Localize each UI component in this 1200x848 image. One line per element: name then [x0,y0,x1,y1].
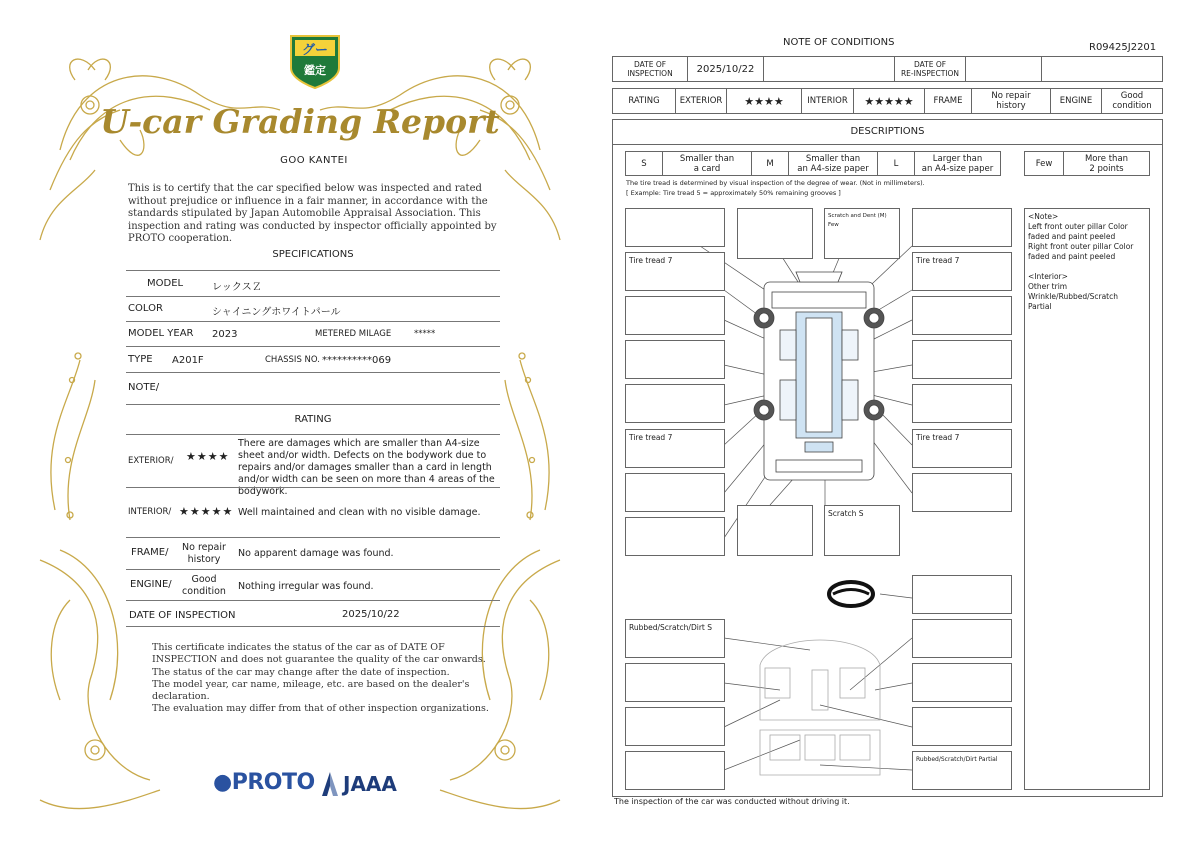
condition-panel [824,208,900,259]
condition-panel [625,296,725,335]
divider [126,404,500,405]
panel-interior-left: Rubbed/Scratch/Dirt S [629,623,712,632]
mileage-value: ***** [414,329,436,339]
engine-value-line-2: condition [1112,101,1152,111]
type-label: TYPE [128,354,153,365]
frame-value-line-1: No repair [182,542,226,553]
color-label: COLOR [128,303,163,314]
interior-label: INTERIOR/ [128,507,172,517]
condition-panel [625,707,725,746]
badge-top-text: グー [301,43,329,58]
legend-m: M [752,152,789,176]
condition-panel [912,575,1012,614]
interior-stars: ★★★★★ [854,89,925,114]
condition-panel [912,619,1012,658]
proto-logo-text: PROTO [231,770,315,795]
divider [126,569,500,570]
engine-value-line-1: Good [191,574,217,585]
panel-top-center: Scratch and Dent (M) Few [828,213,887,228]
divider [126,346,500,347]
badge-bottom-text: 鑑定 [304,64,326,77]
condition-panel [912,296,1012,335]
note-line: Right front outer pillar Color faded and paint peeled [1028,242,1134,261]
date-label-line-1: DATE OF [633,60,667,69]
note-line: Left front outer pillar Color faded and paint peeled [1028,222,1128,241]
condition-panel [912,384,1012,423]
panel-rear-center: Scratch S [828,509,864,518]
condition-panel [912,429,1012,468]
condition-panel [912,751,1012,790]
divider [126,270,500,271]
engine-description: Nothing irregular was found. [238,581,374,592]
condition-panel [912,208,1012,247]
condition-panel [912,707,1012,746]
legend-l-desc-line-2: an A4-size paper [921,163,994,174]
rating-label: RATING [613,89,676,114]
condition-panel [625,384,725,423]
type-value: A201F [172,355,204,366]
jaaa-logo-text: JAAA [343,772,397,796]
panel-left-rear-tire: Tire tread 7 [629,433,673,442]
engine-label: ENGINE [1051,89,1102,114]
note-line: Partial [1028,302,1052,311]
condition-panel [737,505,813,556]
certificate-subtitle: GOO KANTEI [280,155,348,166]
note-line: Other trim [1028,282,1068,291]
descriptions-heading: DESCRIPTIONS [612,119,1163,145]
condition-panel [625,340,725,379]
frame-value-line-2: history [187,553,221,565]
car-top-view [754,272,884,480]
panel-right-rear-tire: Tire tread 7 [916,433,960,442]
engine-value-line-1: Good [1120,91,1144,101]
frame-value-line-1: No repair [991,91,1031,101]
condition-panel [912,473,1012,512]
frame-value [176,542,232,565]
specifications-heading: SPECIFICATIONS [272,249,354,260]
panel-right-front-tire: Tire tread 7 [916,256,960,265]
legend-l: L [878,152,915,176]
interior-description: Well maintained and clean with no visible damage. [238,507,481,518]
condition-panel [625,429,725,468]
exterior-stars: ★★★★ [186,450,230,463]
legend-m-desc-line-1: Smaller than [805,153,861,164]
condition-panel [625,208,725,247]
condition-panel [625,252,725,291]
exterior-label: EXTERIOR/ [128,456,174,466]
reinspect-label-line-1: DATE OF [913,60,947,69]
disclaimer-line: The model year, car name, mileage, etc. are based on the dealer's declaration. [152,678,470,703]
steering-wheel-icon [829,582,873,606]
disclaimer-line: The status of the car may change after the date of inspection. [152,666,450,678]
tire-note-1: The tire tread is determined by visual inspection of the degree of wear. (Not in millimeters). [626,179,925,187]
note-of-conditions [600,0,1200,848]
condition-panel [625,473,725,512]
date-of-inspection-label: DATE OF INSPECTION [129,610,236,621]
legend-s-desc-line-1: Smaller than [679,153,735,164]
condition-panel [737,208,813,259]
interior-label: INTERIOR [802,89,854,114]
note-line [1028,262,1146,272]
condition-panel [912,252,1012,291]
footer-note: The inspection of the car was conducted without driving it. [614,797,850,806]
conditions-title: NOTE OF CONDITIONS [783,37,895,48]
exterior-stars: ★★★★ [727,89,802,114]
condition-panel [625,619,725,658]
condition-panel [824,505,900,556]
model-year-value: 2023 [212,329,238,340]
notes-panel [1024,208,1150,790]
interior-stars: ★★★★★ [179,505,234,518]
frame-description: No apparent damage was found. [238,548,394,559]
engine-label: ENGINE/ [130,579,172,590]
condition-panel [912,340,1012,379]
legend-few-desc-line-1: More than [1084,153,1129,164]
interior-view-diagram [760,640,880,775]
divider [126,372,500,373]
condition-panel [625,751,725,790]
engine-value-line-2: condition [182,585,226,597]
divider [126,626,500,627]
legend-few: Few [1025,152,1064,176]
certificate-intro: This is to certify that the car specified below was inspected and rated without prejudice or influence in a fair manner, in accordance with the standards stipulated by Japan Automobile Appraisal Association. This inspection and rating was conducted by inspector officially appointed by PROTO cooperation. [128,183,497,244]
frame-value-line-2: history [996,101,1026,111]
date-label-line-2: INSPECTION [627,69,673,78]
report-id: R09425J2201 [1089,42,1157,53]
model-year-label: MODEL YEAR [128,328,194,339]
chassis-value: **********069 [322,355,392,366]
exterior-label: EXTERIOR [676,89,727,114]
date-of-inspection-value: 2025/10/22 [342,609,400,620]
model-value: レックスＺ [212,282,262,293]
panel-interior-rear-right: Rubbed/Scratch/Dirt Partial [916,756,998,763]
frame-label: FRAME/ [131,547,169,558]
condition-panel [625,517,725,556]
proto-logo: ●PROTO [213,770,315,795]
legend-l-desc-line-1: Larger than [932,153,983,164]
divider [126,487,500,488]
tire-note-2: [ Example: Tire tread 5 = approximately 50% remaining grooves ] [626,189,841,197]
disclaimer-line: The evaluation may differ from that of other inspection organizations. [152,703,489,715]
color-value: シャイニングホワイトパール [212,307,341,318]
legend-s-desc-line-2: a card [693,163,721,174]
note-line: <Note> [1028,212,1059,221]
divider [126,600,500,601]
frame-label: FRAME [925,89,972,114]
goo-kantei-badge [285,30,345,92]
divider [126,537,500,538]
divider [126,296,500,297]
legend-m-desc-line-2: an A4-size paper [797,163,869,174]
model-label: MODEL [147,278,184,289]
note-line: Wrinkle/Rubbed/Scratch [1028,292,1118,301]
rating-heading: RATING [294,414,332,425]
note-line: <Interior> [1028,272,1068,281]
chassis-label: CHASSIS NO. [265,355,320,365]
mileage-label: METERED MILAGE [315,329,392,339]
disclaimer-line: This certificate indicates the status of the car as of DATE OF INSPECTION and does not guarantee the quality of the car onwards. [152,642,486,666]
reinspect-label-line-2: RE-INSPECTION [900,69,960,78]
disclaimer [152,642,492,716]
divider [126,321,500,322]
panel-left-front-tire: Tire tread 7 [629,256,673,265]
certificate-title: U-car Grading Report [100,102,500,141]
legend-s: S [626,152,663,176]
note-label: NOTE/ [128,382,160,393]
date-of-inspection-value: 2025/10/22 [688,57,764,82]
condition-panel [625,663,725,702]
condition-panel [912,663,1012,702]
engine-value [176,574,232,597]
legend-few-desc-line-2: 2 points [1089,163,1124,174]
divider [126,434,500,435]
jaaa-logo-icon [318,770,342,798]
exterior-description: There are damages which are smaller than A4-size sheet and/or width. Defects on the bodywork due to repairs and/or damages smaller than a card in length and/or width can be seen on more than 4 areas of the bodywork. [238,438,495,497]
